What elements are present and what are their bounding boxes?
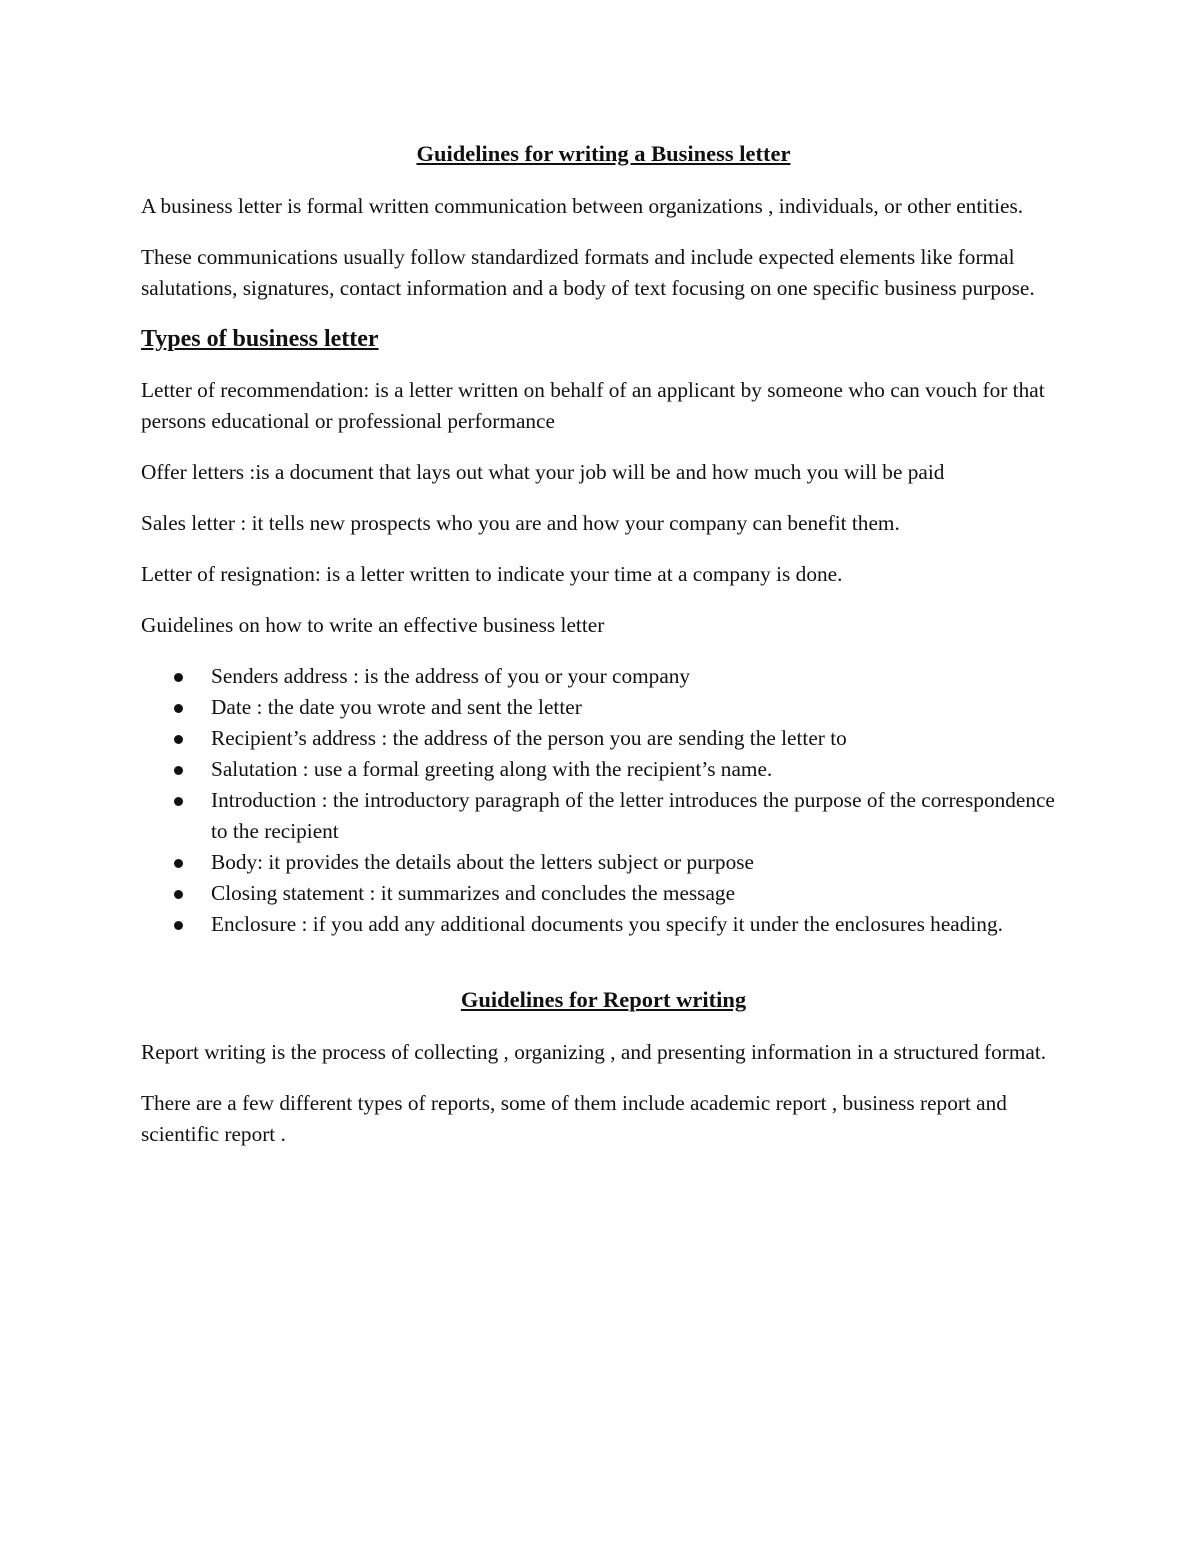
list-item	[141, 754, 1066, 785]
type-resignation: Letter of resignation: is a letter written to indicate your time at a company is done.	[141, 562, 843, 586]
list-item	[141, 661, 1066, 692]
list-item-text: Enclosure : if you add any additional documents you specify it under the enclosures heading.	[211, 912, 1003, 936]
report-paragraph-1: Report writing is the process of collecting , organizing , and presenting information in a structured format.	[141, 1040, 1047, 1064]
list-item	[141, 785, 1066, 847]
list-item-text: Date : the date you wrote and sent the letter	[211, 695, 582, 719]
list-item	[141, 878, 1066, 909]
intro-paragraph-1: A business letter is formal written communication between organizations , individuals, or other entities.	[141, 194, 1024, 218]
intro-paragraph-2: These communications usually follow standardized formats and include expected elements like formal salutations, signatures, contact information and a body of text focusing on one specific business purpose.	[141, 245, 1035, 300]
bullet-icon	[174, 890, 183, 899]
report-title: Guidelines for Report writing	[460, 987, 747, 1012]
page-title: Guidelines for writing a Business letter	[416, 141, 791, 166]
list-item	[141, 723, 1066, 754]
type-offer: Offer letters :is a document that lays out what your job will be and how much you will be paid	[141, 460, 945, 484]
list-item-text: Salutation : use a formal greeting along with the recipient’s name.	[211, 757, 773, 781]
bullet-icon	[174, 766, 183, 775]
guidelines-intro: Guidelines on how to write an effective business letter	[141, 613, 605, 637]
list-item-text: Body: it provides the details about the letters subject or purpose	[211, 850, 754, 874]
list-item-text: Recipient’s address : the address of the person you are sending the letter to	[211, 726, 847, 750]
type-recommendation: Letter of recommendation: is a letter written on behalf of an applicant by someone who can vouch for that persons educational or professional performance	[141, 378, 1045, 433]
report-paragraph-2: There are a few different types of reports, some of them include academic report , business report and scientific report .	[141, 1091, 1007, 1146]
bullet-icon	[174, 797, 183, 806]
list-item-text: Introduction : the introductory paragraph of the letter introduces the purpose of the correspondence to the recipient	[211, 788, 1055, 843]
document-content	[141, 138, 1066, 1170]
bullet-icon	[174, 921, 183, 930]
list-item-text: Senders address : is the address of you or your company	[211, 664, 691, 688]
bullet-icon	[174, 735, 183, 744]
list-item	[141, 909, 1066, 940]
type-sales: Sales letter : it tells new prospects who you are and how your company can benefit them.	[141, 511, 900, 535]
list-item	[141, 692, 1066, 723]
bullet-icon	[174, 673, 183, 682]
bullet-icon	[174, 704, 183, 713]
list-item	[141, 847, 1066, 878]
guidelines-list	[141, 661, 1066, 940]
types-heading: Types of business letter	[141, 326, 379, 352]
bullet-icon	[174, 859, 183, 868]
list-item-text: Closing statement : it summarizes and concludes the message	[211, 881, 736, 905]
